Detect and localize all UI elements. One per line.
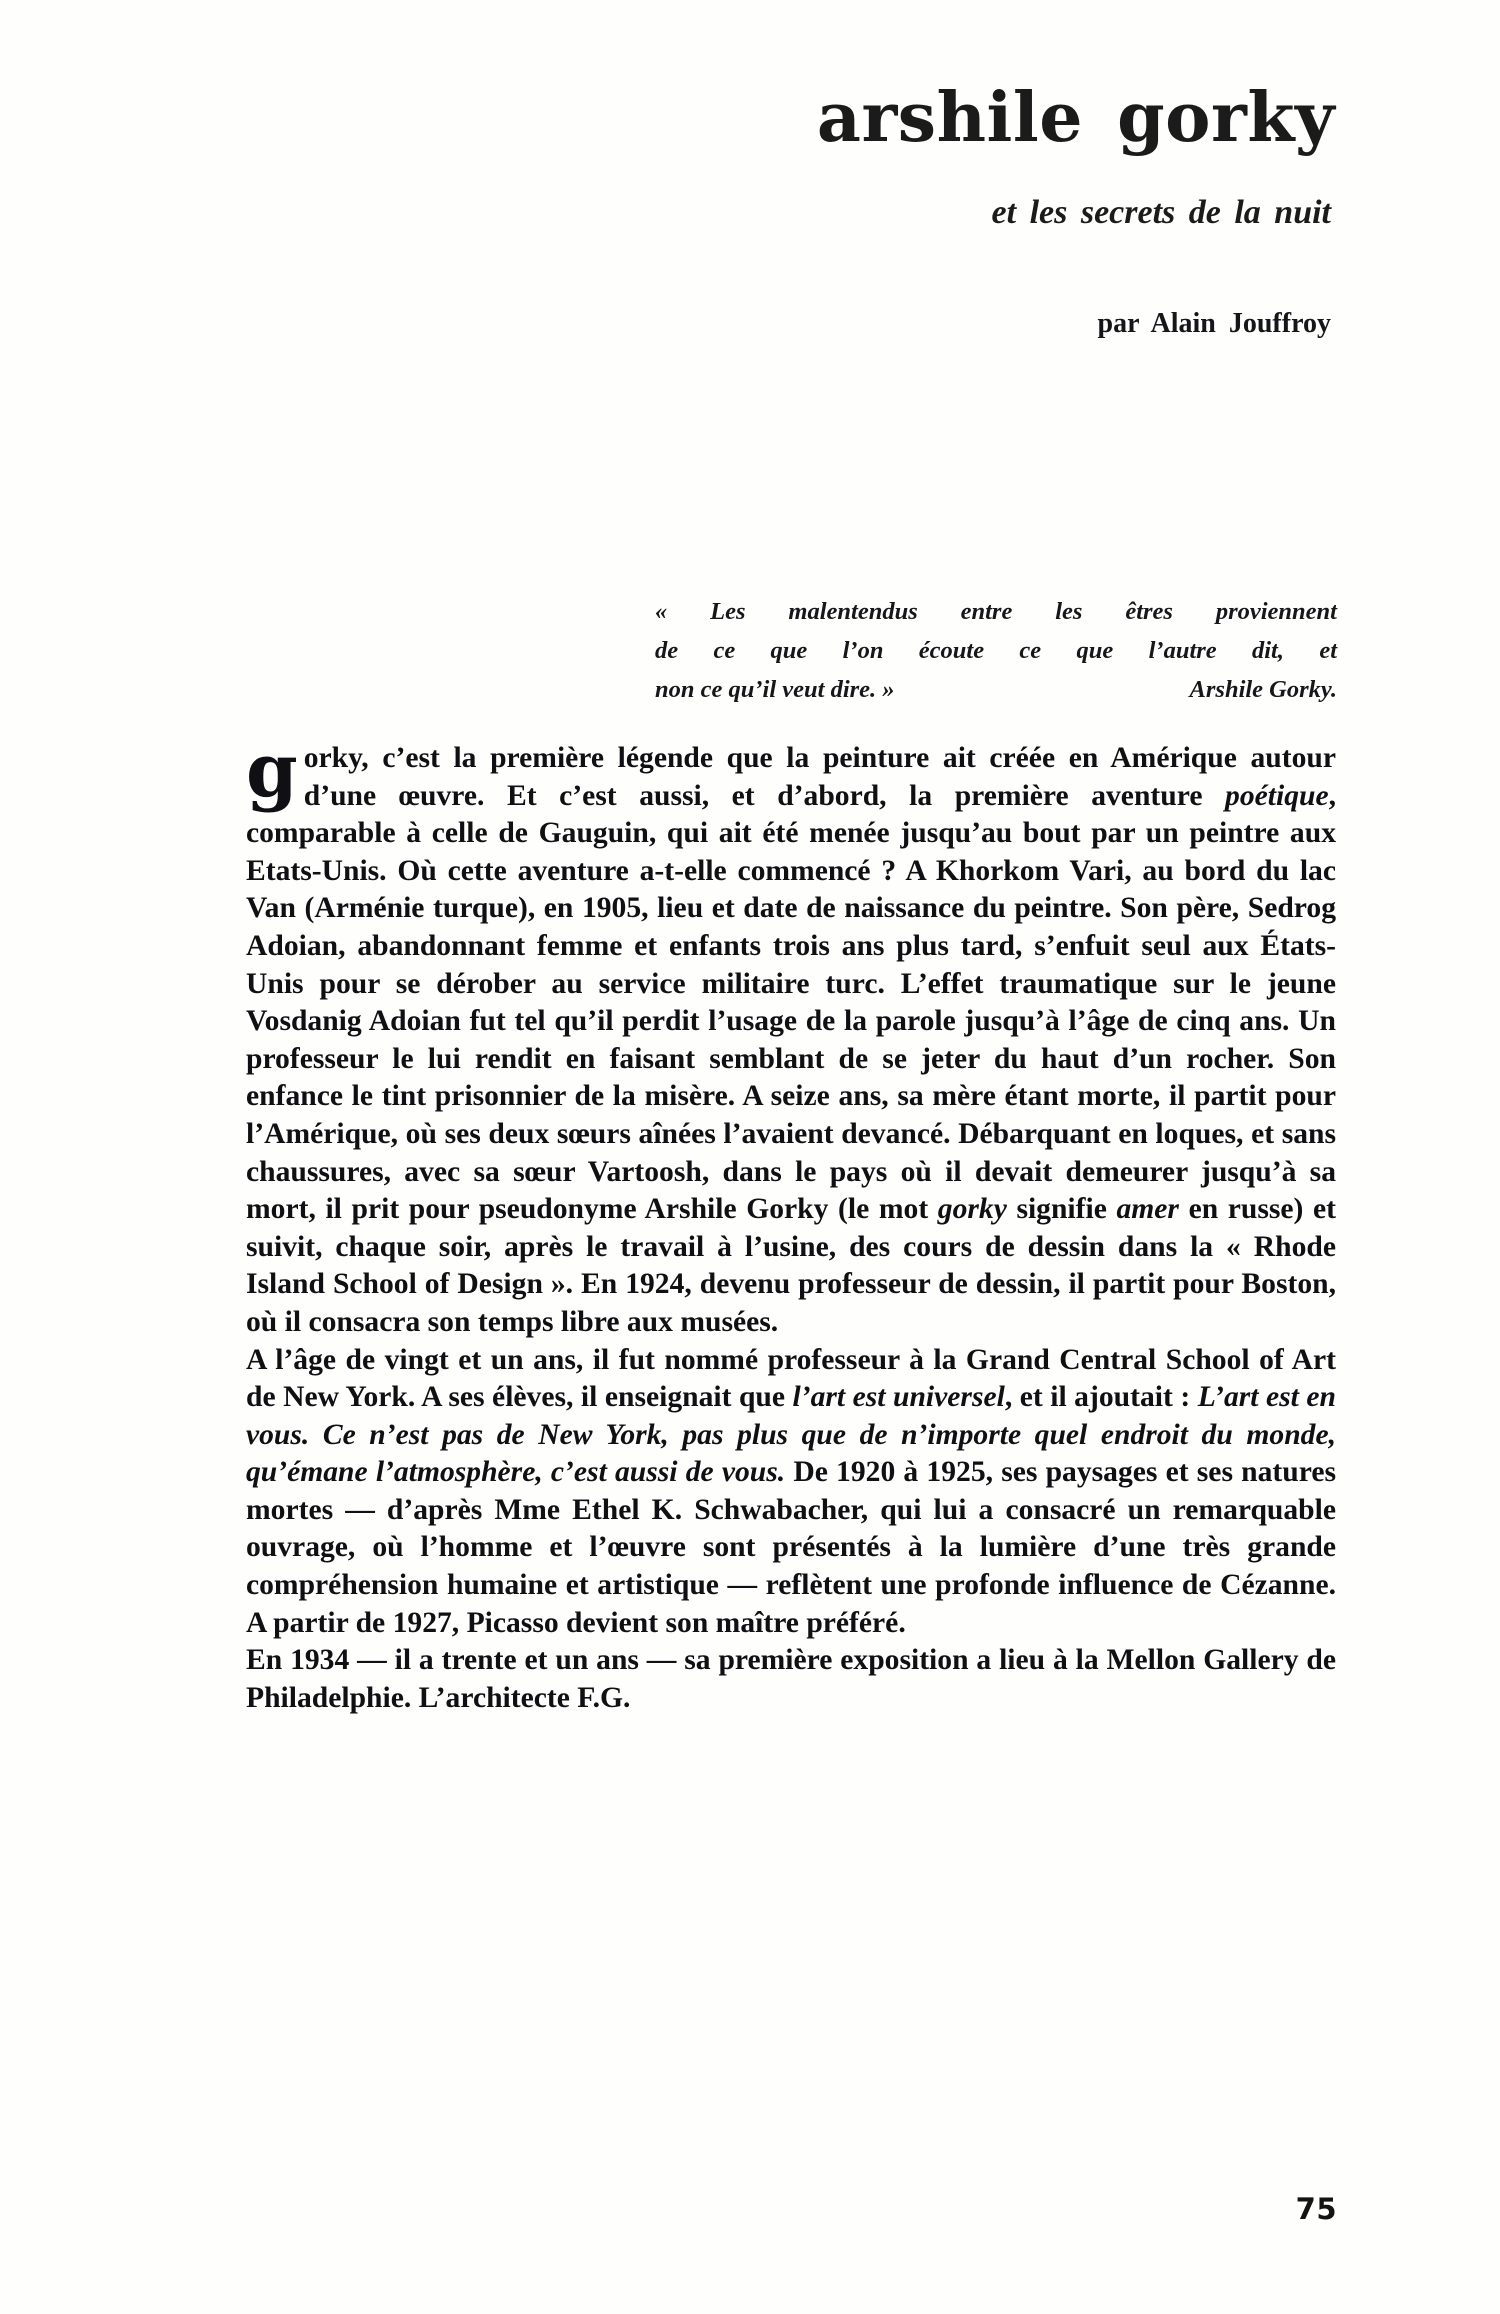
page-number: 75 — [1295, 2192, 1337, 2226]
paragraph-2 — [246, 1342, 1336, 1643]
epigraph-attribution: Arshile Gorky. — [1189, 676, 1337, 703]
byline-author: par Alain Jouffroy — [1097, 308, 1331, 339]
p1-italic-poetique: poétique — [1225, 779, 1329, 812]
epigraph-block — [655, 592, 1337, 709]
p2-italic-art-en-vous: L’art est en vous. Ce n’est pas de New York, pas plus que de n’importe quel endroit du monde, qu’émane l’atmosphère, c’est aussi de vous. — [246, 1381, 1337, 1489]
page-title: arshile gorky — [816, 78, 1335, 158]
p2-part-1: A l’âge de vingt et un ans, il fut nommé professeur à la Grand Central School of Art de New York. A ses élèves, il enseignait que — [246, 1343, 1336, 1414]
p1-part-3: signifie — [1006, 1193, 1117, 1226]
epigraph-line-2: de ce que l’on écoute ce que l’autre dit, et — [655, 637, 1337, 664]
page-subtitle: et les secrets de la nuit — [991, 194, 1331, 231]
p1-italic-gorky: gorky — [937, 1193, 1007, 1226]
p1-part-1: orky, c’est la première légende que la peinture ait créée en Amérique autour d’une œuvre. Et c’est aussi, et d’abord, la première aventure — [303, 742, 1336, 812]
paragraph-3 — [246, 1642, 1336, 1717]
p2-part-2: , et il ajoutait : — [1004, 1381, 1198, 1414]
p1-part-2: , comparable à celle de Gauguin, qui ait été menée jusqu’au bout par un peintre aux Etats-Unis. Où cette aventure a-t-elle commencé ? A Khorkom Vari, au bord du lac Van (Arménie turque), en 1905, lieu et date de naissance du peintre. Son père, Sedrog Adoian, abandonnant femme et enfants trois ans plus tard, s’enfuit seul aux États-Unis pour se dérober au service militaire turc. L’effet traumatique sur le jeune Vosdanig Adoian fut tel qu’il perdit l’usage de la parole jusqu’à l’âge de cinq ans. Un professeur le lui rendit en faisant semblant de se jeter du haut d’un rocher. Son enfance le tint prisonnier de la misère. A seize ans, sa mère étant morte, il partit pour l’Amérique, où ses deux sœurs aînées l’avaient devancé. Débarquant en loques, et sans chaussures, avec sa sœur Vartoosh, dans le pays où il devait demeurer jusqu’à sa mort, il prit pour pseudonyme Arshile Gorky (le mot — [246, 779, 1336, 1226]
article-body — [246, 728, 1337, 1717]
drop-cap: g — [246, 728, 298, 814]
p2-part-3: De 1920 à 1925, ses paysages et ses natures mortes — d’après Mme Ethel K. Schwabacher, qui lui a consacré un remarquable ouvrage, où l’homme et l’œuvre sont présentés à la lumière d’une très grande compréhension humaine et artistique — reflètent une profonde influence de Cézanne. A partir de 1927, Picasso devient son maître préféré. — [246, 1456, 1336, 1639]
epigraph-line-1: « Les malentendus entre les êtres proviennent — [655, 598, 1337, 625]
masthead — [230, 78, 1335, 340]
paragraph-1 — [246, 728, 1336, 1342]
epigraph-line-3 — [655, 670, 1337, 709]
p2-italic-art-universel: l’art est universel — [792, 1381, 1005, 1414]
p1-italic-amer: amer — [1116, 1193, 1179, 1226]
p1-part-4: en russe) et suivit, chaque soir, après le travail à l’usine, des cours de dessin dans la « Rhode Island School of Design ». En 1924, devenu professeur de dessin, il partit pour Boston, où il consacra son temps libre aux musées. — [246, 1193, 1336, 1338]
epigraph-line-3-text: non ce qu’il veut dire. » — [655, 676, 895, 703]
p3-part-1: En 1934 — il a trente et un ans — sa première exposition a lieu à la Mellon Gallery de Philadelphie. L’architecte F.G. — [246, 1644, 1336, 1714]
